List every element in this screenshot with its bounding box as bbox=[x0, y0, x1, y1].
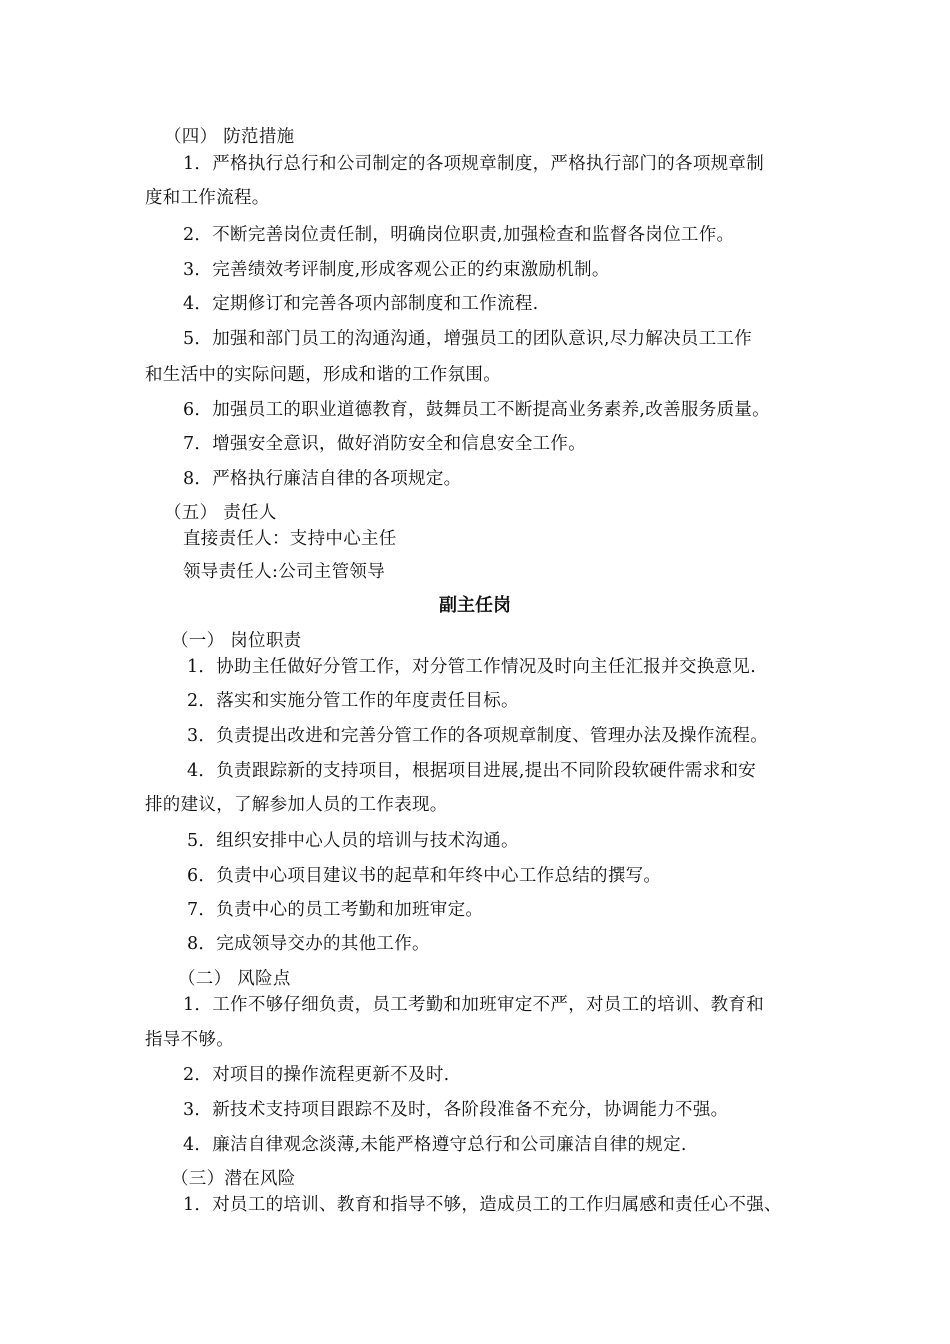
list-item: 4．负责跟踪新的支持项目，根据项目进展,提出不同阶段软硬件需求和安 bbox=[187, 761, 757, 781]
list-item: 8．完成领导交办的其他工作。 bbox=[187, 934, 430, 954]
list-item: 3．新技术支持项目跟踪不及时，各阶段准备不充分，协调能力不强。 bbox=[183, 1100, 729, 1120]
list-item: 3．负责提出改进和完善分管工作的各项规章制度、管理办法及操作流程。 bbox=[187, 726, 769, 746]
list-item: 7．负责中心的员工考勤和加班审定。 bbox=[187, 900, 484, 920]
list-item: 5．加强和部门员工的沟通沟通，增强员工的团队意识,尽力解决员工工作 bbox=[183, 329, 753, 349]
list-item-continuation: 排的建议，了解参加人员的工作表现。 bbox=[145, 795, 448, 815]
list-item: 6．负责中心项目建议书的起草和年终中心工作总结的撰写。 bbox=[187, 866, 662, 886]
list-item-continuation: 指导不够。 bbox=[145, 1030, 234, 1050]
list-item: 7．增强安全意识，做好消防安全和信息安全工作。 bbox=[183, 434, 587, 454]
list-item: 1．严格执行总行和公司制定的各项规章制度，严格执行部门的各项规章制 bbox=[183, 154, 765, 174]
list-item: 1．协助主任做好分管工作，对分管工作情况及时向主任汇报并交换意见. bbox=[187, 657, 757, 677]
list-item: 2．对项目的操作流程更新不及时. bbox=[183, 1065, 450, 1085]
responsible-person-direct: 直接责任人：支持中心主任 bbox=[183, 529, 397, 549]
list-item: 2．落实和实施分管工作的年度责任目标。 bbox=[187, 691, 519, 711]
section-heading-4: （四） 防范措施 bbox=[164, 127, 295, 147]
section-heading-1: （一） 岗位职责 bbox=[171, 631, 302, 651]
section-heading-3: （三）潜在风险 bbox=[171, 1169, 296, 1189]
list-item: 4．定期修订和完善各项内部制度和工作流程. bbox=[183, 294, 539, 314]
list-item: 5．组织安排中心人员的培训与技术沟通。 bbox=[187, 831, 519, 851]
section-heading-5: （五） 责任人 bbox=[164, 503, 277, 523]
list-item: 2．不断完善岗位责任制，明确岗位职责,加强检查和监督各岗位工作。 bbox=[183, 225, 735, 245]
list-item-continuation: 和生活中的实际问题，形成和谐的工作氛围。 bbox=[145, 365, 501, 385]
list-item: 1．工作不够仔细负责，员工考勤和加班审定不严，对员工的培训、教育和 bbox=[183, 995, 765, 1015]
list-item-continuation: 度和工作流程。 bbox=[145, 188, 270, 208]
list-item: 8．严格执行廉洁自律的各项规定。 bbox=[183, 469, 462, 489]
responsible-person-leader: 领导责任人:公司主管领导 bbox=[183, 562, 385, 582]
list-item: 4．廉洁自律观念淡薄,未能严格遵守总行和公司廉洁自律的规定. bbox=[183, 1135, 687, 1155]
list-item: 6．加强员工的职业道德教育，鼓舞员工不断提高业务素养,改善服务质量。 bbox=[183, 400, 770, 420]
list-item: 1．对员工的培训、教育和指导不够，造成员工的工作归属感和责任心不强、 bbox=[183, 1195, 782, 1215]
section-heading-2: （二） 风险点 bbox=[178, 969, 291, 989]
list-item: 3．完善绩效考评制度,形成客观公正的约束激励机制。 bbox=[183, 260, 610, 280]
section-title: 副主任岗 bbox=[439, 595, 511, 616]
